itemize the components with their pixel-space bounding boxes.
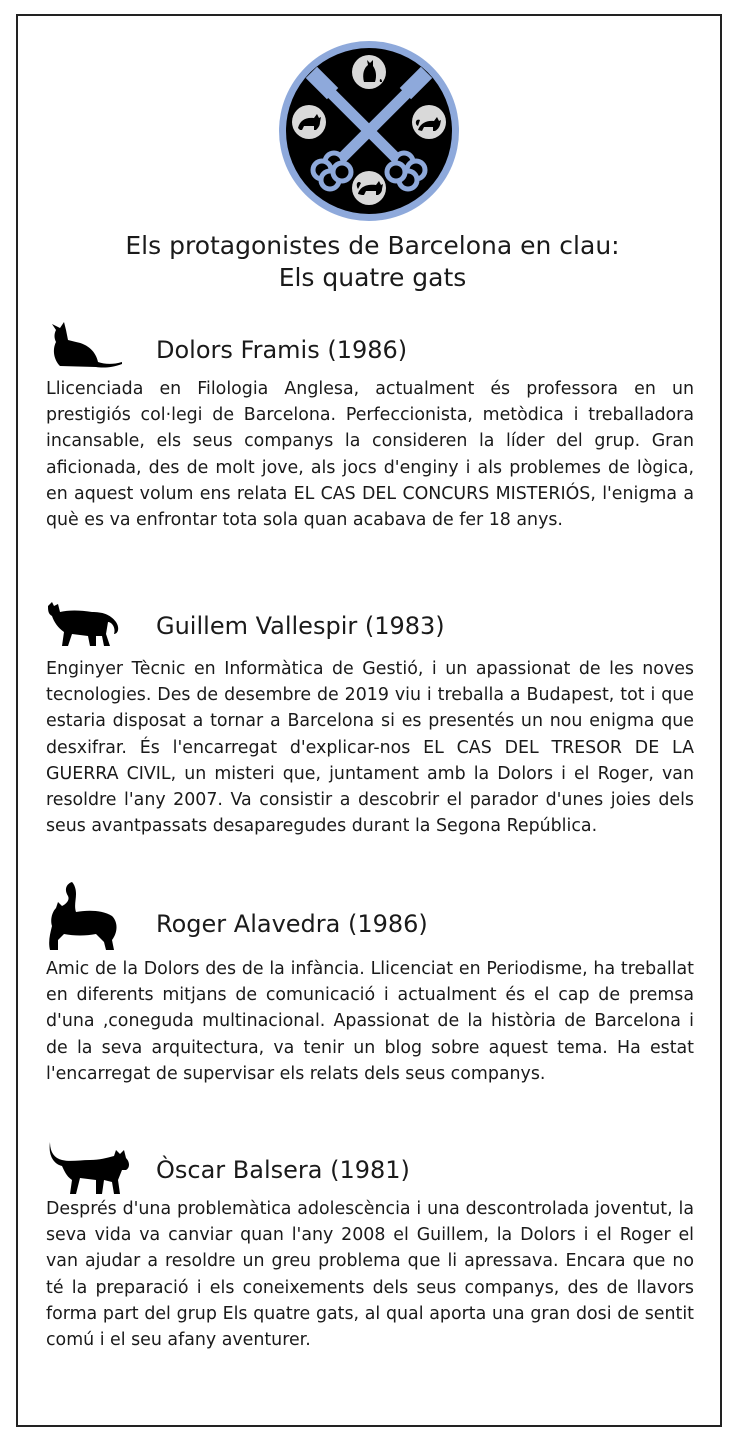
character-bio: Enginyer Tècnic en Informàtica de Gestió, i un apassionat de les noves tecnologies. Des de desembre de 2019 viu i treballa a Budapest, tot i que estaria disposat a tornar a Barcelona si es presentés un nou enigma que desxifrar. És l'encarregat d'explicar-nos EL CAS DEL TRESOR DE LA GUERRA CIVIL, un misteri que, juntament amb la Dolors i el Roger, van resoldre l'any 2007. Va consistir a descobrir el parador d'unes joies dels seus avantpassats desaparegudes durant la Segona República.: [46, 659, 694, 837]
cat-tail-up-icon: [46, 880, 122, 952]
crossed-keys-cats-emblem-icon: [276, 38, 462, 224]
character-bio: Llicenciada en Filologia Anglesa, actualment és professora en un prestigiós col·legi de Barcelona. Perfeccionista, metòdica i treballadora incansable, els seus companys la consideren la líder del grup. Gran aficionada, des de molt jove, als jocs d'enginy i als problemes de lògica, en aquest volum ens relata EL CAS DEL CONCURS MISTERIÓS, l'enigma a què es va enfrontar tota sola quan acabava de fer 18 anys.: [46, 379, 694, 531]
cat-sitting-icon: [46, 320, 126, 372]
character-roger: [46, 880, 694, 1087]
character-dolors: [46, 320, 694, 533]
character-name: Òscar Balsera (1981): [156, 1156, 410, 1184]
character-name: Dolors Framis (1986): [156, 336, 408, 364]
character-name: Roger Alavedra (1986): [156, 910, 428, 938]
character-name: Guillem Vallespir (1983): [156, 612, 445, 640]
title-line-2: Els quatre gats: [278, 263, 467, 292]
character-guillem: [46, 600, 694, 839]
cat-strolling-icon: [46, 1140, 134, 1196]
character-bio: Després d'una problemàtica adolescència i una descontrolada joventut, la seva vida va canviar quan l'any 2008 el Guillem, la Dolors i el Roger el van ajudar a resoldre un greu problema que li apressava. Encara que no té la preparació i els coneixements dels seus companys, des de llavors forma part del grup Els quatre gats, al qual aporta una gran dosi de sentit comú i el seu afany aventurer.: [46, 1199, 694, 1351]
title-line-1: Els protagonistes de Barcelona en clau:: [125, 231, 620, 260]
character-bio: Amic de la Dolors des de la infància. Llicenciat en Periodisme, ha treballat en diferents mitjans de comunicació i actualment és el cap de premsa d'una ‚coneguda multinacional. Apassionat de la història de Barcelona i de la seva arquitectura, va tenir un blog sobre aquest tema. Ha estat l'encarregat de supervisar els relats dels seus companys.: [46, 959, 694, 1084]
cat-walking-icon: [46, 600, 122, 650]
character-oscar: [46, 1140, 694, 1353]
page-title: [40, 230, 705, 294]
